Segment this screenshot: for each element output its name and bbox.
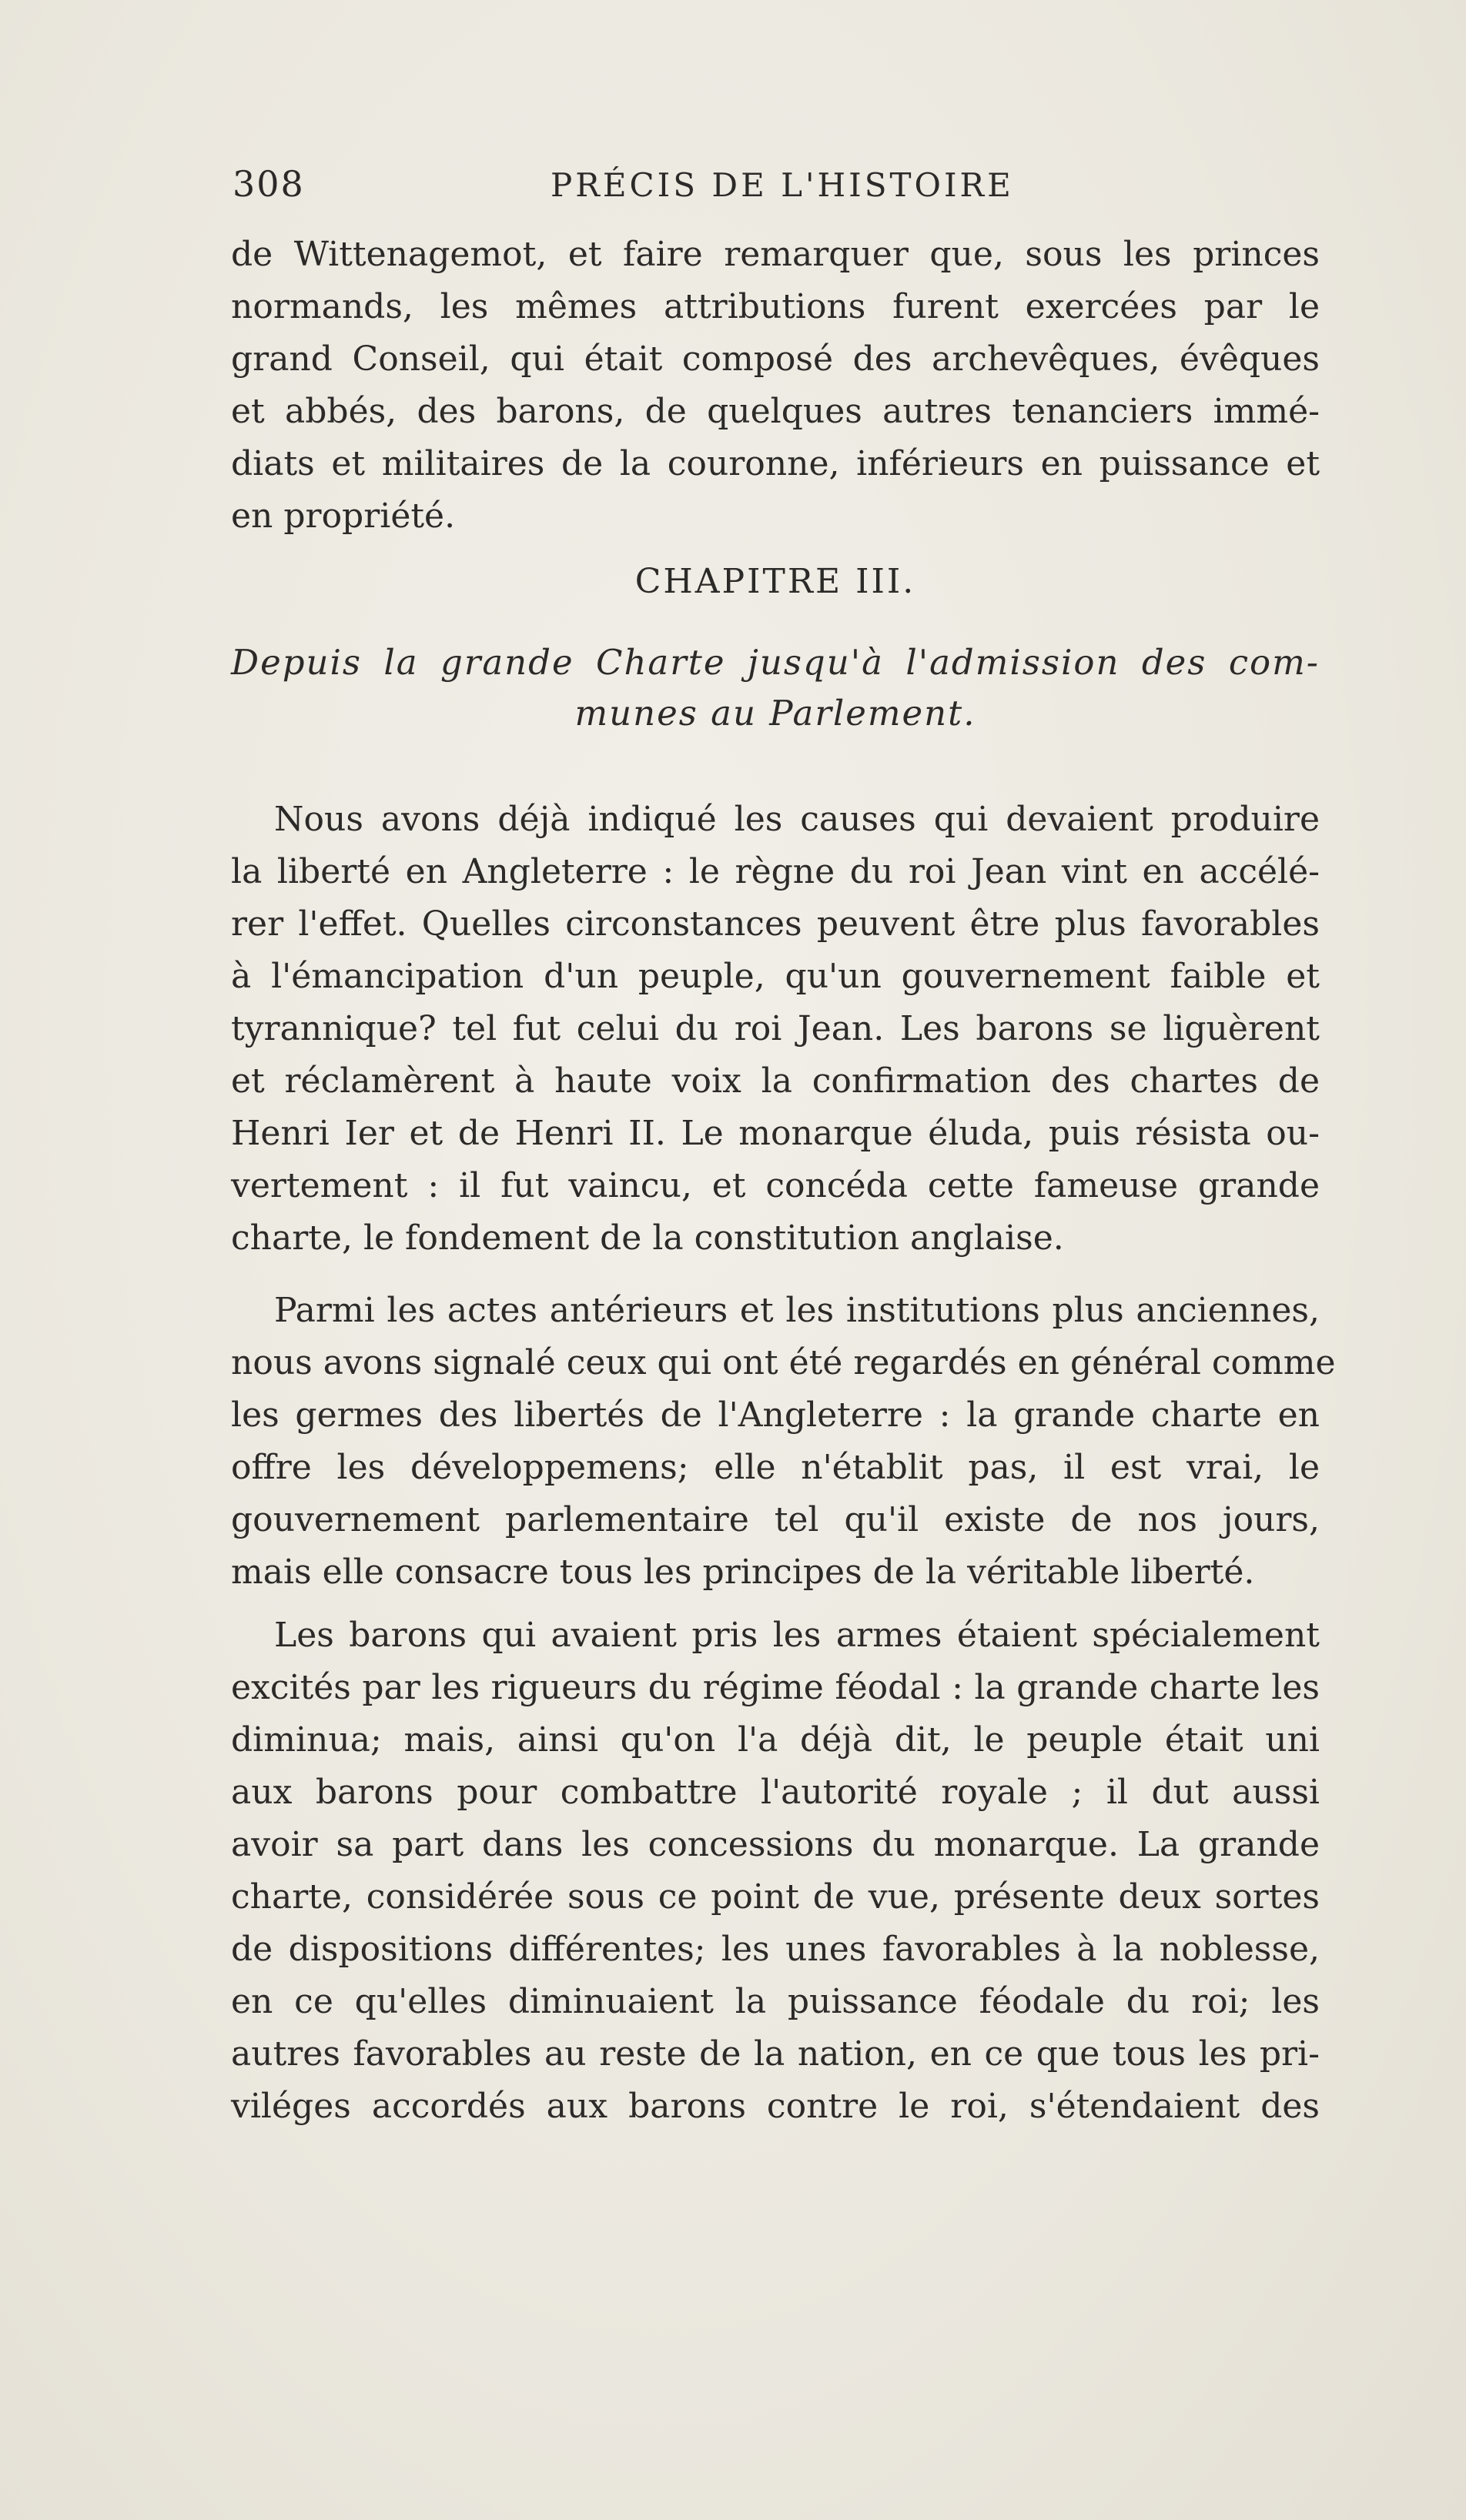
paragraph-3-line-4: aux barons pour combattre l'autorité royale ; il dut aussi <box>231 1773 1320 1812</box>
paragraph-2-line-4: offre les développemens; elle n'établit pas, il est vrai, le <box>231 1448 1320 1487</box>
text-block <box>231 0 1336 2520</box>
paragraph-3-line-1: Les barons qui avaient pris les armes étaient spécialement <box>274 1616 1320 1655</box>
paragraph-2-line-1: Parmi les actes antérieurs et les institutions plus anciennes, <box>274 1291 1320 1330</box>
paragraph-2-line-3: les germes des libertés de l'Angleterre : la grande charte en <box>231 1395 1320 1435</box>
paragraph-1-line-9: charte, le fondement de la constitution anglaise. <box>231 1218 1064 1258</box>
page-number: 308 <box>233 163 305 205</box>
paragraph-1-line-1: Nous avons déjà indiqué les causes qui devaient produire <box>274 800 1320 839</box>
paragraph-3-line-5: avoir sa part dans les concessions du monarque. La grande <box>231 1825 1320 1864</box>
paragraph-2-line-2: nous avons signalé ceux qui ont été regardés en général comme <box>231 1343 1336 1382</box>
intro-line-4: et abbés, des barons, de quelques autres tenanciers immé- <box>231 392 1320 431</box>
intro-line-1: de Wittenagemot, et faire remarquer que, sous les princes <box>231 235 1320 274</box>
paragraph-1-line-4: à l'émancipation d'un peuple, qu'un gouvernement faible et <box>231 957 1320 996</box>
paragraph-1-line-3: rer l'effet. Quelles circonstances peuvent être plus favorables <box>231 904 1320 944</box>
paragraph-3-line-3: diminua; mais, ainsi qu'on l'a déjà dit, le peuple était uni <box>231 1720 1320 1760</box>
paragraph-1-line-2: la liberté en Angleterre : le règne du roi Jean vint en accélé- <box>231 852 1320 891</box>
paragraph-2-line-6: mais elle consacre tous les principes de la véritable liberté. <box>231 1552 1255 1592</box>
paragraph-3-line-2: excités par les rigueurs du régime féodal : la grande charte les <box>231 1668 1320 1707</box>
paragraph-1-line-8: vertement : il fut vaincu, et concéda cette fameuse grande <box>231 1166 1320 1205</box>
intro-line-5: diats et militaires de la couronne, inférieurs en puissance et <box>231 444 1320 483</box>
chapter-subtitle-line-1: Depuis la grande Charte jusqu'à l'admission des com- <box>231 642 1320 683</box>
chapter-title: CHAPITRE III. <box>634 562 916 601</box>
paragraph-3-line-10: viléges accordés aux barons contre le roi, s'étendaient des <box>231 2087 1320 2126</box>
paragraph-3-line-7: de dispositions différentes; les unes favorables à la noblesse, <box>231 1930 1320 1969</box>
running-title: PRÉCIS DE L'HISTOIRE <box>551 166 1014 204</box>
paragraph-1-line-5: tyrannique? tel fut celui du roi Jean. Les barons se liguèrent <box>231 1009 1320 1048</box>
paragraph-1-line-6: et réclamèrent à haute voix la confirmation des chartes de <box>231 1061 1320 1101</box>
paragraph-1-line-7: Henri Ier et de Henri II. Le monarque éluda, puis résista ou- <box>231 1114 1320 1153</box>
intro-line-3: grand Conseil, qui était composé des archevêques, évêques <box>231 339 1320 379</box>
intro-line-2: normands, les mêmes attributions furent exercées par le <box>231 287 1320 326</box>
paragraph-2-line-5: gouvernement parlementaire tel qu'il existe de nos jours, <box>231 1500 1320 1539</box>
paragraph-3-line-8: en ce qu'elles diminuaient la puissance féodale du roi; les <box>231 1982 1320 2021</box>
paragraph-3-line-9: autres favorables au reste de la nation, en ce que tous les pri- <box>231 2034 1320 2074</box>
chapter-subtitle-line-2: munes au Parlement. <box>574 693 976 734</box>
paragraph-3-line-6: charte, considérée sous ce point de vue, présente deux sortes <box>231 1877 1320 1917</box>
intro-line-6: en propriété. <box>231 496 456 536</box>
running-head <box>231 163 1320 209</box>
